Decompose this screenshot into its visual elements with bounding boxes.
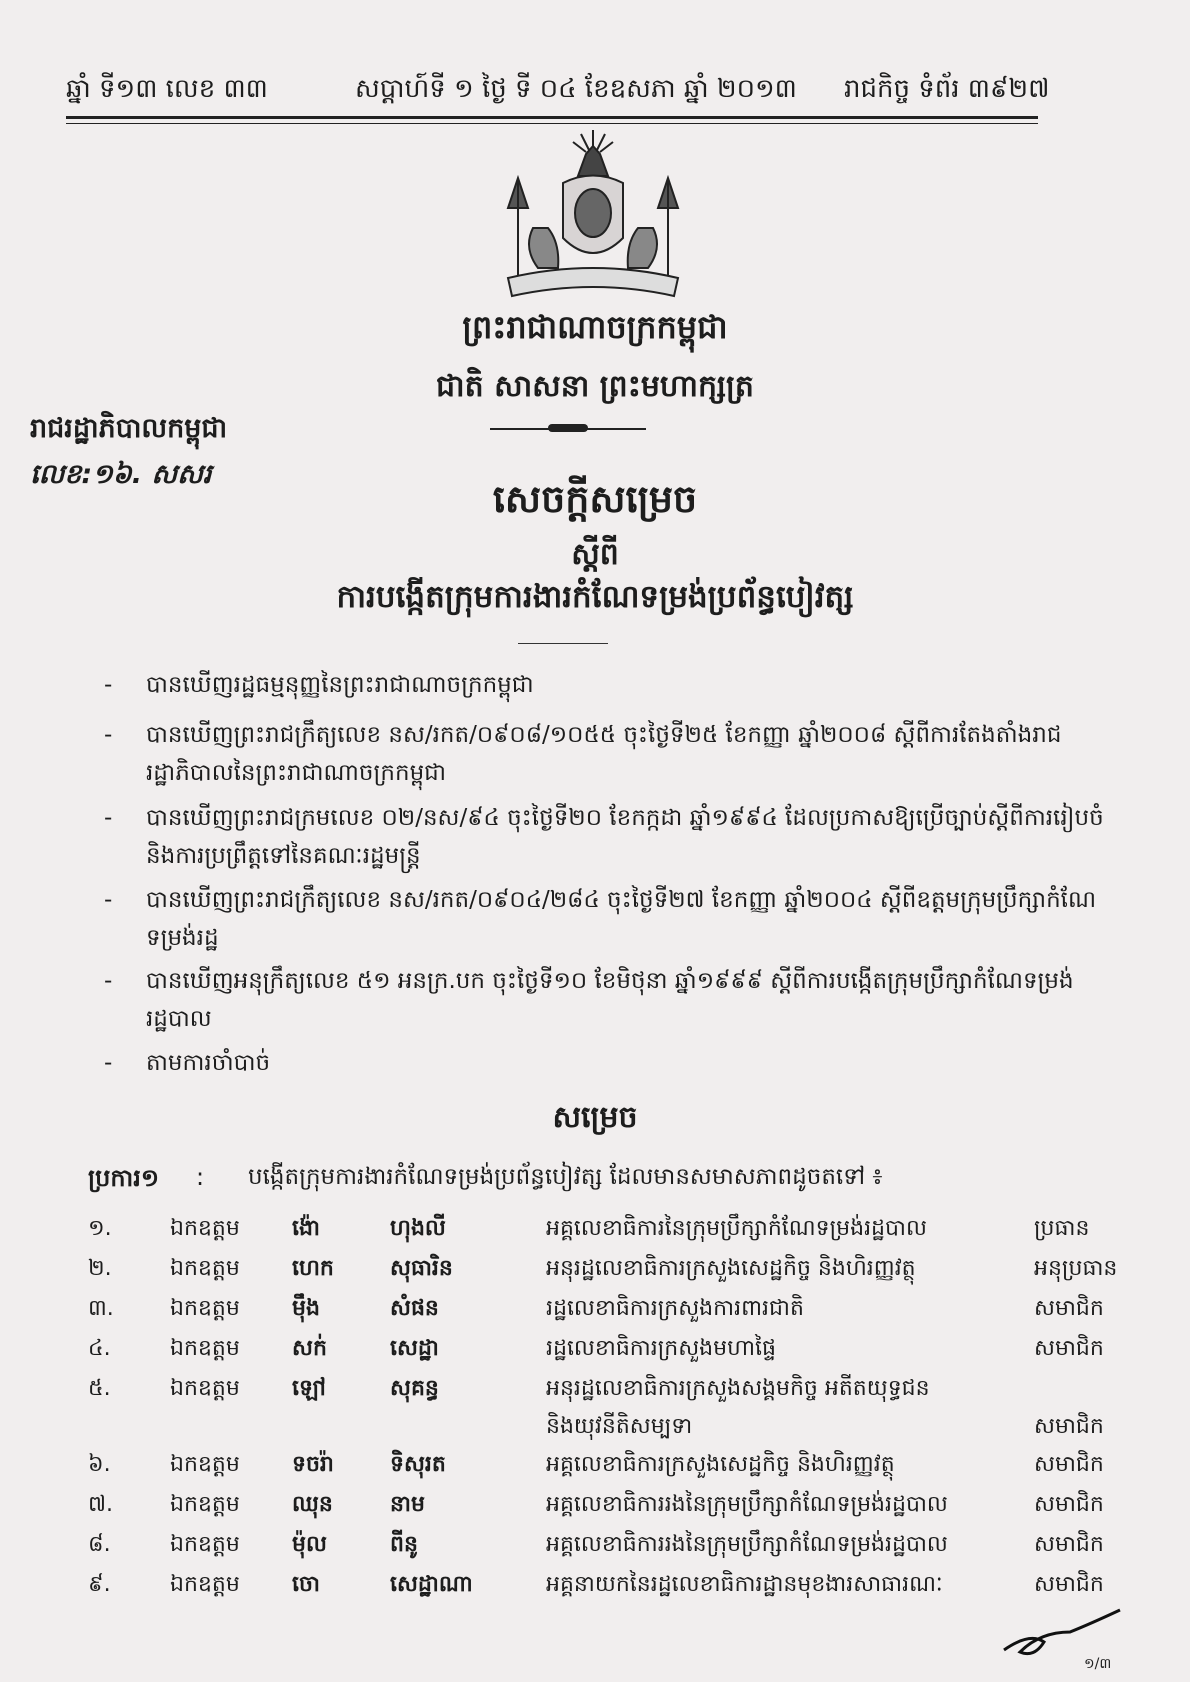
bullet-dash: - — [104, 805, 113, 831]
kingdom-name: ព្រះរាជាណាចក្រកម្ពុជា — [462, 308, 728, 346]
document-number: លេខ:១៦. សសរ — [30, 459, 212, 490]
signature-initial-icon — [1000, 1602, 1130, 1672]
gazette-page-number: រាជកិច្ច ទំព័រ ៣៩២៧ — [844, 74, 1050, 104]
member-row-continuation — [88, 1410, 1128, 1446]
member-number: ៩. — [88, 1572, 111, 1597]
member-title: ឯកឧត្តម — [170, 1296, 240, 1321]
member-role: សមាជិក — [1034, 1572, 1104, 1597]
member-role: ប្រធាន — [1034, 1216, 1090, 1241]
document-regarding: ស្តីពី — [571, 537, 619, 572]
member-position: អគ្គលេខាធិការក្រសួងសេដ្ឋកិច្ច និងហិរញ្ញវត្ថុ — [546, 1452, 895, 1477]
member-family-name: ចោ — [292, 1572, 320, 1597]
member-number: ១. — [88, 1216, 112, 1241]
member-number: ៤. — [88, 1336, 111, 1361]
member-title: ឯកឧត្តម — [170, 1532, 240, 1557]
preamble-item: បានឃើញព្រះរាជក្រឹត្យលេខ នស/រកត/០៩០៨/១០៥៥ ចុះថ្ងៃទី២៥ ខែកញ្ញា ឆ្នាំ២០០៨ ស្តីពីការតែងតាំងរាជរដ្ឋាភិបាលនៃព្រះរាជាណាចក្រកម្ពុជា — [146, 722, 1062, 786]
bullet-dash: - — [104, 887, 113, 913]
member-row — [88, 1330, 1128, 1370]
member-given-name: ទិសុរត — [390, 1452, 446, 1477]
article-label: ប្រការ១ — [88, 1164, 160, 1192]
member-title: ឯកឧត្តម — [170, 1336, 240, 1361]
member-given-name: សេដ្ឋាណា — [390, 1572, 473, 1597]
preamble-item: បានឃើញអនុក្រឹត្យលេខ ៥១ អនក្រ.បក ចុះថ្ងៃទី១០ ខែមិថុនា ឆ្នាំ១៩៩៩ ស្តីពីការបង្កើតក្រុមប្រឹក្សាកំណែទម្រង់រដ្ឋបាល — [146, 968, 1074, 1032]
member-given-name: ហុងលី — [390, 1216, 446, 1241]
member-given-name: នាម — [390, 1492, 425, 1517]
preamble-item: បានឃើញព្រះរាជក្រមលេខ ០២/នស/៩៤ ចុះថ្ងៃទី២០ ខែកក្កដា ឆ្នាំ១៩៩៤ ដែលប្រកាសឱ្យប្រើច្បាប់ស្តីពីការរៀបចំនិងការប្រព្រឹត្តទៅនៃគណៈរដ្ឋមន្ត្រី — [146, 805, 1104, 869]
member-row — [88, 1250, 1128, 1290]
member-position: អនុរដ្ឋលេខាធិការក្រសួងសេដ្ឋកិច្ច និងហិរញ្ញវត្ថុ — [546, 1256, 916, 1281]
document-title: សេចក្តីសម្រេច — [492, 477, 698, 521]
issuer-name: រាជរដ្ឋាភិបាលកម្ពុជា — [30, 413, 228, 444]
member-row — [88, 1446, 1128, 1486]
member-family-name: ម៉ឹង — [292, 1296, 320, 1321]
member-number: ៦. — [88, 1452, 111, 1477]
member-family-name: ឈុន — [292, 1492, 333, 1517]
member-given-name: ពីនូ — [390, 1532, 418, 1557]
member-row — [88, 1370, 1128, 1410]
member-title: ឯកឧត្តម — [170, 1376, 240, 1401]
bullet-dash: - — [104, 968, 113, 994]
member-row — [88, 1210, 1128, 1250]
gazette-year-issue: ឆ្នាំ ទី១៣ លេខ ៣៣ — [66, 74, 268, 104]
header-rule — [66, 116, 1038, 119]
gazette-week-date: សប្តាហ៍ទី ១ ថ្ងៃ ទី ០៤ ខែឧសភា ឆ្នាំ ២០១៣ — [355, 74, 797, 104]
member-number: ៨. — [88, 1532, 111, 1557]
member-title: ឯកឧត្តម — [170, 1256, 240, 1281]
member-title: ឯកឧត្តម — [170, 1216, 240, 1241]
member-family-name: ទចរ៉ា — [292, 1452, 334, 1477]
member-number: ៥. — [88, 1376, 111, 1401]
preamble-item: តាមការចាំបាច់ — [146, 1050, 271, 1076]
member-role: សមាជិក — [1034, 1296, 1104, 1321]
member-position: អនុរដ្ឋលេខាធិការក្រសួងសង្គមកិច្ច អតីតយុទ្ធជន — [546, 1376, 930, 1401]
national-motto: ជាតិ សាសនា ព្រះមហាក្សត្រ — [436, 369, 754, 404]
member-given-name: សុធារិន — [390, 1256, 453, 1281]
member-family-name: ឡៅ — [292, 1376, 326, 1401]
member-family-name: ហេក — [292, 1256, 334, 1281]
member-given-name: សុគន្ធ — [390, 1376, 439, 1401]
ornamental-divider-center — [548, 424, 588, 432]
member-position: អគ្គលេខាធិការនៃក្រុមប្រឹក្សាកំណែទម្រង់រដ្ឋបាល — [546, 1216, 927, 1241]
header-rule-thin — [66, 123, 1038, 124]
member-row — [88, 1290, 1128, 1330]
member-row — [88, 1486, 1128, 1526]
member-role: សមាជិក — [1034, 1532, 1104, 1557]
royal-coat-of-arms-icon — [478, 128, 708, 308]
member-position-continued: និងយុវនីតិសម្បទា — [546, 1414, 693, 1439]
member-title: ឯកឧត្តម — [170, 1572, 240, 1597]
article-text: បង្កើតក្រុមការងារកំណែទម្រង់ប្រព័ន្ធបៀវត្ស ដែលមានសមាសភាពដូចតទៅ ៖ — [248, 1164, 883, 1190]
member-position: អគ្គលេខាធិការរងនៃក្រុមប្រឹក្សាកំណែទម្រង់រដ្ឋបាល — [546, 1532, 948, 1557]
member-position: អគ្គលេខាធិការរងនៃក្រុមប្រឹក្សាកំណែទម្រង់រដ្ឋបាល — [546, 1492, 948, 1517]
member-family-name: សក់ — [292, 1336, 327, 1361]
member-given-name: សំផន — [390, 1296, 439, 1321]
member-row — [88, 1566, 1128, 1606]
member-row — [88, 1526, 1128, 1566]
preamble-item: បានឃើញរដ្ឋធម្មនុញ្ញនៃព្រះរាជាណាចក្រកម្ពុជា — [146, 672, 534, 698]
member-family-name: ង៉ោ — [292, 1216, 320, 1241]
member-number: ៧. — [88, 1492, 114, 1517]
member-position: អគ្គនាយកនៃរដ្ឋលេខាធិការដ្ឋានមុខងារសាធារណៈ — [546, 1572, 943, 1597]
member-position: រដ្ឋលេខាធិការក្រសួងការពារជាតិ — [546, 1296, 804, 1321]
subject-divider — [518, 643, 608, 644]
member-number: ២. — [88, 1256, 112, 1281]
document-subject: ការបង្កើតក្រុមការងារកំណែទម្រង់ប្រព័ន្ធបៀវត្ស — [336, 579, 854, 615]
decision-heading: សម្រេច — [552, 1100, 638, 1135]
member-title: ឯកឧត្តម — [170, 1492, 240, 1517]
member-family-name: ម៉ុល — [292, 1532, 327, 1557]
member-role: សមាជិក — [1034, 1492, 1104, 1517]
bullet-dash: - — [104, 722, 113, 748]
bullet-dash: - — [104, 672, 113, 698]
member-title: ឯកឧត្តម — [170, 1452, 240, 1477]
page-mark: ១/៣ — [1084, 1656, 1112, 1672]
bullet-dash: - — [104, 1050, 113, 1076]
article-colon: : — [196, 1163, 205, 1191]
member-role: អនុប្រធាន — [1034, 1256, 1118, 1281]
member-given-name: សេដ្ឋា — [390, 1336, 439, 1361]
member-position: រដ្ឋលេខាធិការក្រសួងមហាផ្ទៃ — [546, 1336, 776, 1361]
member-role: សមាជិក — [1034, 1452, 1104, 1477]
members-table — [88, 1210, 1128, 1606]
member-role: សមាជិក — [1034, 1336, 1104, 1361]
preamble-item: បានឃើញព្រះរាជក្រឹត្យលេខ នស/រកត/០៩០៤/២៨៤ ចុះថ្ងៃទី២៧ ខែកញ្ញា ឆ្នាំ២០០៤ ស្តីពីឧត្តមក្រុមប្រឹក្សាកំណែទម្រង់រដ្ឋ — [146, 887, 1097, 951]
member-role: សមាជិក — [1034, 1414, 1104, 1439]
member-number: ៣. — [88, 1296, 114, 1321]
